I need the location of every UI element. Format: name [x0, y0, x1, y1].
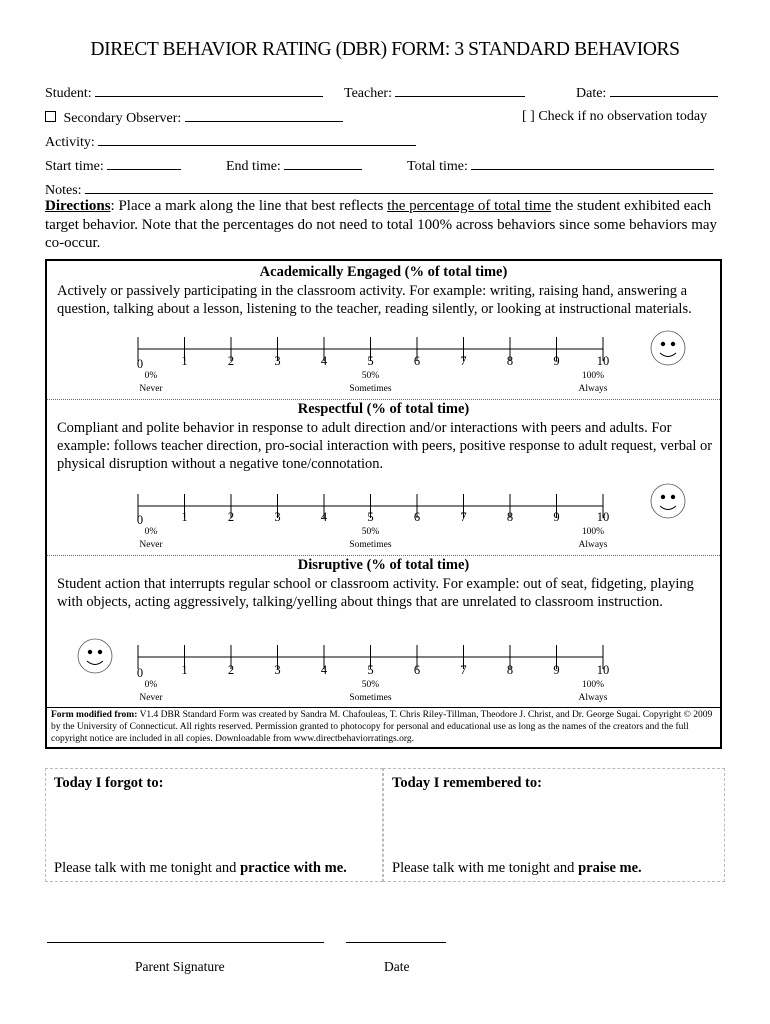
section-description-academically-engaged: Actively or passively participating in the classroom activity. For example: writing, raising hand, answering a question, talking about a lesson, listening to the teacher, reading silently, or looking at instructional materials.	[57, 283, 692, 317]
scale-word-label: Sometimes	[349, 540, 392, 550]
date-input-line[interactable]	[610, 84, 718, 97]
end-time-input-line[interactable]	[284, 157, 362, 170]
section-title-academically-engaged: Academically Engaged (% of total time)	[259, 264, 508, 280]
smiley-outline	[651, 331, 685, 365]
parent-signature-line[interactable]	[47, 942, 324, 943]
page-title: DIRECT BEHAVIOR RATING (DBR) FORM: 3 STANDARD BEHAVIORS	[90, 39, 680, 60]
scale-word-label: Sometimes	[349, 693, 392, 703]
date-field[interactable]	[576, 84, 718, 102]
scale-number: 6	[413, 663, 421, 677]
signature-date-label: Date	[384, 959, 410, 974]
scale-number: 7	[460, 354, 467, 368]
teacher-input-line[interactable]	[395, 84, 525, 97]
scale-number: 1	[181, 354, 188, 368]
remembered-box[interactable]	[383, 768, 725, 882]
scale-number: 1	[181, 510, 188, 524]
total-time-input-line[interactable]	[471, 157, 714, 170]
scale-number: 0	[136, 513, 144, 527]
scale-number: 5	[367, 663, 374, 677]
scale-number: 4	[320, 354, 328, 368]
checkbox-icon[interactable]	[45, 111, 56, 122]
parent-signature-label: Parent Signature	[135, 959, 225, 974]
rating-scale-respectful[interactable]	[47, 483, 722, 563]
date-label: Date:	[576, 86, 607, 101]
scale-word-label: Never	[139, 693, 163, 703]
scale-number: 8	[506, 663, 514, 677]
scale-number: 10	[596, 663, 610, 677]
rating-box	[45, 259, 722, 749]
forgot-footer-text: Please talk with me tonight and	[54, 860, 241, 876]
no-observation-checkbox[interactable]: [ ] Check if no observation today	[522, 109, 708, 124]
student-field[interactable]	[45, 84, 323, 102]
end-time-label: End time:	[226, 159, 281, 174]
secondary-observer-label: Secondary Observer:	[63, 111, 182, 126]
smiley-face-icon	[651, 484, 685, 518]
copyright-text: V1.4 DBR Standard Form was created by Sandra M. Chafouleas, T. Chris Riley-Tillman, Theodore J. Christ, and Dr. George Sugai. Copyright © 2009 by the University of Connecticut. All rights reserved. Permission granted to photocopy for personal and educational use as long as the names of the creators and the full copyright notice are included in all copies. Downloadable from www.directbehaviorratings.org.	[51, 710, 713, 744]
section-divider	[47, 399, 720, 400]
forgot-footer	[54, 860, 347, 877]
end-time-field[interactable]	[226, 157, 362, 175]
scale-percent-label: 100%	[581, 371, 605, 381]
activity-label: Activity:	[45, 135, 95, 150]
scale-percent-label: 50%	[361, 680, 380, 690]
signature-date-line[interactable]	[346, 942, 446, 943]
scale-number: 0	[136, 666, 144, 680]
scale-number: 6	[413, 510, 421, 524]
smiley-eye	[98, 650, 102, 654]
copyright-label: Form modified from:	[51, 710, 138, 720]
scale-number: 4	[320, 510, 328, 524]
total-time-label: Total time:	[407, 159, 468, 174]
directions-text-underlined: the percentage of total time	[387, 198, 552, 214]
scale-number: 9	[553, 354, 560, 368]
start-time-input-line[interactable]	[107, 157, 181, 170]
scale-number: 7	[460, 663, 467, 677]
scale-word-label: Always	[578, 384, 608, 394]
rating-scale-svg[interactable]	[47, 483, 722, 563]
section-description-respectful: Compliant and polite behavior in response to adult direction and/or interactions with peers and adults. For example: follows teacher direction, pro-social interaction with peers, positive response to adult request, verbal or physical disruption without a negative tone/connotation.	[57, 420, 713, 472]
forgot-footer-emphasis: practice with me.	[240, 860, 347, 876]
secondary-observer-input-line[interactable]	[185, 109, 343, 122]
secondary-observer-field[interactable]	[45, 109, 343, 127]
scale-percent-label: 0%	[144, 680, 158, 690]
forgot-box[interactable]	[45, 768, 383, 882]
smiley-mouth	[87, 661, 103, 665]
rating-scale-academically-engaged[interactable]	[47, 326, 722, 406]
scale-number: 3	[274, 354, 281, 368]
rating-scale-svg[interactable]	[47, 326, 722, 406]
smiley-eye	[671, 495, 675, 499]
section-title-respectful: Respectful (% of total time)	[297, 401, 470, 417]
section-divider	[47, 555, 720, 556]
start-time-label: Start time:	[45, 159, 104, 174]
teacher-field[interactable]	[344, 84, 525, 102]
scale-percent-label: 0%	[144, 371, 158, 381]
smiley-eye	[671, 342, 675, 346]
scale-word-label: Never	[139, 384, 163, 394]
copyright-divider	[47, 707, 720, 708]
smiley-mouth	[660, 353, 676, 357]
scale-number: 8	[506, 510, 514, 524]
scale-word-label: Always	[578, 693, 608, 703]
scale-number: 4	[320, 663, 328, 677]
smiley-face-icon	[651, 331, 685, 365]
scale-number: 9	[553, 663, 560, 677]
scale-percent-label: 50%	[361, 371, 380, 381]
smiley-outline	[78, 639, 112, 673]
scale-number: 5	[367, 354, 374, 368]
remembered-footer	[392, 860, 642, 877]
scale-number: 3	[274, 663, 281, 677]
scale-number: 2	[227, 663, 235, 677]
scale-number: 0	[136, 357, 144, 371]
scale-percent-label: 0%	[144, 527, 158, 537]
forgot-title: Today I forgot to:	[54, 775, 164, 791]
remembered-footer-text: Please talk with me tonight and	[392, 860, 579, 876]
activity-input-line[interactable]	[98, 133, 416, 146]
scale-number: 5	[367, 510, 374, 524]
scale-number: 8	[506, 354, 514, 368]
directions-text-b: the student exhibited each target behavior. Note that the percentages do not need to total 100% across behaviors since some behaviors may co-occur.	[45, 198, 718, 251]
scale-word-label: Sometimes	[349, 384, 392, 394]
student-label: Student:	[45, 86, 92, 101]
copyright-notice	[51, 709, 719, 745]
smiley-eye	[661, 342, 665, 346]
remembered-footer-emphasis: praise me.	[578, 860, 642, 876]
scale-word-label: Never	[139, 540, 163, 550]
directions-label: Directions	[45, 198, 111, 214]
scale-number: 2	[227, 510, 235, 524]
activity-field[interactable]	[45, 133, 416, 151]
section-title-disruptive: Disruptive (% of total time)	[297, 557, 470, 573]
rating-scale-svg[interactable]	[47, 634, 722, 714]
smiley-eye	[661, 495, 665, 499]
smiley-outline	[651, 484, 685, 518]
scale-number: 3	[274, 510, 281, 524]
smiley-face-icon	[78, 639, 112, 673]
total-time-field[interactable]	[407, 157, 714, 175]
section-description-disruptive: Student action that interrupts regular school or classroom activity. For example: out of seat, fidgeting, playing with objects, acting aggressively, talking/yelling about things that are unrelated to classroom instruction.	[57, 576, 694, 610]
scale-number: 2	[227, 354, 235, 368]
scale-word-label: Always	[578, 540, 608, 550]
scale-number: 9	[553, 510, 560, 524]
start-time-field[interactable]	[45, 157, 181, 175]
scale-percent-label: 100%	[581, 680, 605, 690]
remembered-title: Today I remembered to:	[392, 775, 542, 791]
student-input-line[interactable]	[95, 84, 323, 97]
scale-percent-label: 100%	[581, 527, 605, 537]
directions-text-a: : Place a mark along the line that best reflects	[110, 198, 388, 214]
scale-number: 6	[413, 354, 421, 368]
notes-input-line[interactable]	[85, 181, 713, 194]
directions-paragraph	[45, 197, 725, 253]
smiley-eye	[88, 650, 92, 654]
scale-number: 10	[596, 510, 610, 524]
notes-label: Notes:	[45, 183, 82, 198]
scale-number: 7	[460, 510, 467, 524]
scale-percent-label: 50%	[361, 527, 380, 537]
scale-number: 1	[181, 663, 188, 677]
rating-scale-disruptive[interactable]	[47, 634, 722, 714]
scale-number: 10	[596, 354, 610, 368]
teacher-label: Teacher:	[344, 86, 392, 101]
smiley-mouth	[660, 506, 676, 510]
